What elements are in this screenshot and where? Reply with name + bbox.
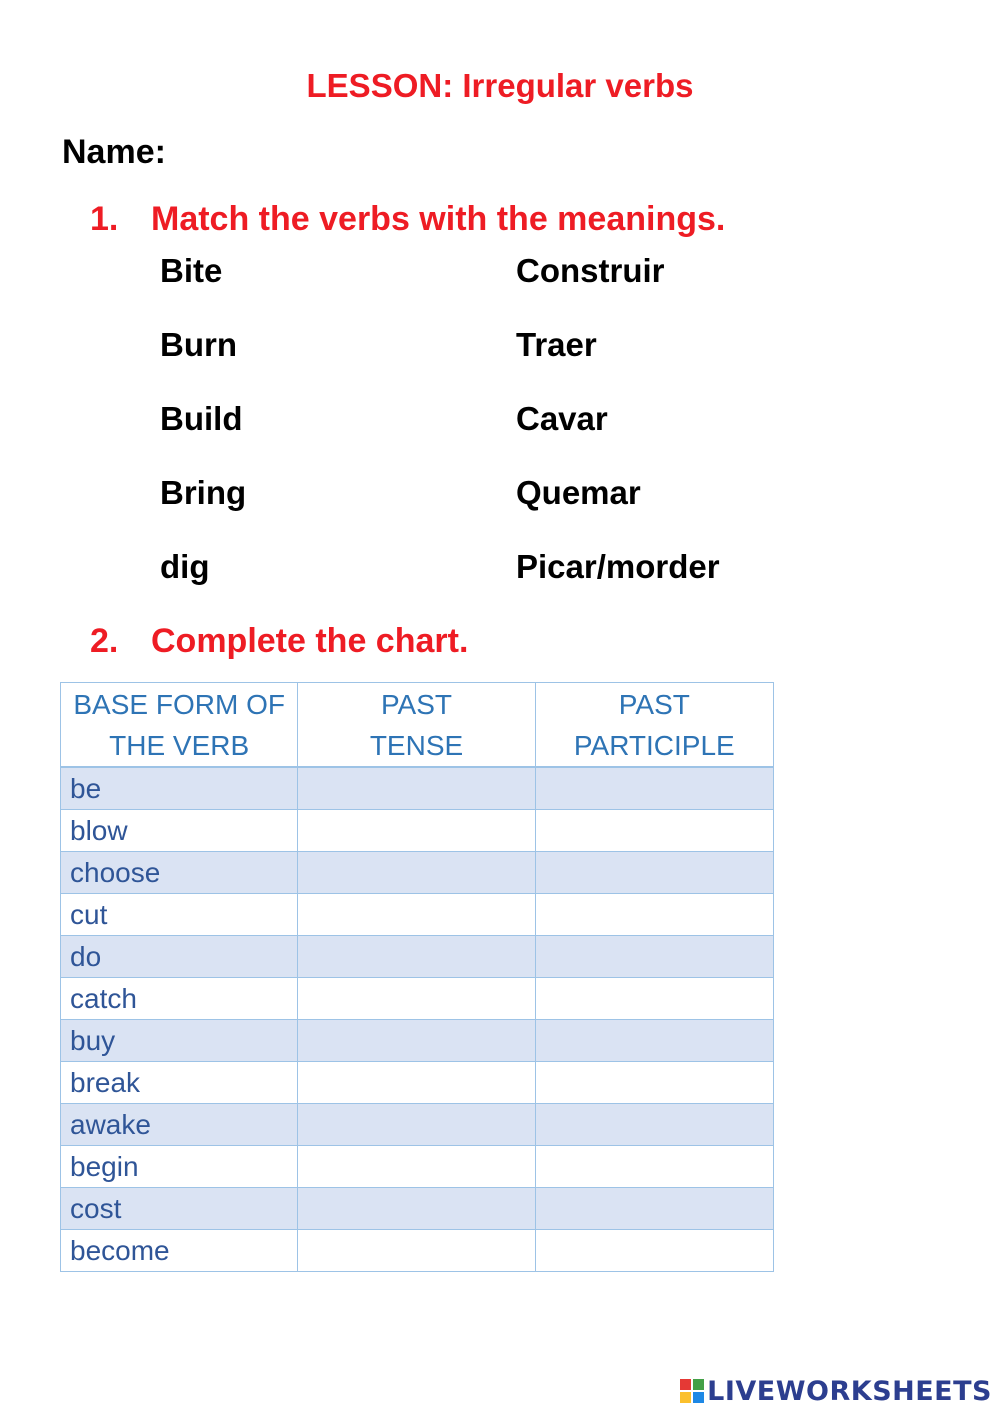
past-participle-cell[interactable] — [535, 767, 773, 810]
section-2-heading — [90, 619, 468, 663]
past-tense-cell[interactable] — [298, 767, 535, 810]
match-meaning: Picar/morder — [516, 548, 720, 585]
header-line: BASE FORM OF — [73, 688, 285, 720]
past-participle-cell[interactable] — [535, 894, 773, 936]
past-participle-cell[interactable] — [535, 1104, 773, 1146]
past-participle-cell[interactable] — [535, 1020, 773, 1062]
base-form-cell: become — [61, 1230, 298, 1272]
past-tense-cell[interactable] — [298, 810, 535, 852]
match-row — [0, 322, 1000, 396]
past-tense-cell[interactable] — [298, 978, 535, 1020]
table-row — [61, 1020, 774, 1062]
match-row — [0, 248, 1000, 322]
match-verb: Bite — [160, 252, 223, 289]
past-participle-cell[interactable] — [535, 936, 773, 978]
logo-square-blue — [693, 1392, 704, 1403]
logo-square-green — [693, 1379, 704, 1390]
past-tense-cell[interactable] — [298, 1020, 535, 1062]
base-form-cell: be — [61, 767, 298, 810]
past-participle-cell[interactable] — [535, 978, 773, 1020]
match-list — [0, 248, 1000, 618]
table-row — [61, 978, 774, 1020]
base-form-cell: do — [61, 936, 298, 978]
match-verb: Bring — [160, 474, 247, 511]
past-tense-cell[interactable] — [298, 1062, 535, 1104]
match-meaning: Quemar — [516, 474, 641, 511]
past-tense-cell[interactable] — [298, 1230, 535, 1272]
liveworksheets-logo-text: LIVEWORKSHEETS — [707, 1375, 992, 1407]
base-form-cell: catch — [61, 978, 298, 1020]
past-participle-cell[interactable] — [535, 810, 773, 852]
table-row — [61, 1062, 774, 1104]
header-line: THE VERB — [109, 729, 250, 761]
match-meaning: Cavar — [516, 400, 608, 437]
table-row — [61, 767, 774, 810]
table-row — [61, 1146, 774, 1188]
header-base-form — [61, 683, 298, 768]
base-form-cell: begin — [61, 1146, 298, 1188]
header-past-tense — [298, 683, 535, 768]
base-form-cell: break — [61, 1062, 298, 1104]
logo-square-yellow — [680, 1392, 691, 1403]
logo-square-red — [680, 1379, 691, 1390]
base-form-cell: cost — [61, 1188, 298, 1230]
section-1-heading-text: Match the verbs with the meanings. — [151, 200, 726, 238]
table-row — [61, 852, 774, 894]
lesson-title: LESSON: Irregular verbs — [306, 67, 694, 104]
table-row — [61, 1104, 774, 1146]
header-line: TENSE — [369, 729, 464, 761]
match-verb: Build — [160, 400, 243, 437]
base-form-cell: buy — [61, 1020, 298, 1062]
liveworksheets-logo-icon — [680, 1379, 704, 1403]
table-row — [61, 1188, 774, 1230]
past-tense-cell[interactable] — [298, 1146, 535, 1188]
past-tense-cell[interactable] — [298, 1104, 535, 1146]
past-participle-cell[interactable] — [535, 1230, 773, 1272]
header-line: PARTICIPLE — [573, 729, 735, 761]
section-1-number: 1. — [90, 200, 119, 238]
base-form-cell: awake — [61, 1104, 298, 1146]
past-participle-cell[interactable] — [535, 1062, 773, 1104]
past-participle-cell[interactable] — [535, 1188, 773, 1230]
past-participle-cell[interactable] — [535, 1146, 773, 1188]
header-line: PAST — [618, 688, 690, 720]
match-meaning: Construir — [516, 252, 665, 289]
section-2-number: 2. — [90, 622, 119, 660]
match-row — [0, 544, 1000, 618]
header-past-participle — [535, 683, 773, 768]
base-form-cell: blow — [61, 810, 298, 852]
base-form-cell: cut — [61, 894, 298, 936]
past-tense-cell[interactable] — [298, 894, 535, 936]
table-header-row — [61, 683, 774, 768]
section-2-heading-text: Complete the chart. — [151, 622, 469, 660]
liveworksheets-logo[interactable] — [680, 1375, 992, 1407]
match-meaning: Traer — [516, 326, 597, 363]
match-row — [0, 470, 1000, 544]
section-1-heading — [90, 197, 725, 241]
base-form-cell: choose — [61, 852, 298, 894]
match-verb: dig — [160, 548, 210, 585]
match-row — [0, 396, 1000, 470]
name-label: Name: — [62, 133, 166, 171]
table-row — [61, 894, 774, 936]
match-verb: Burn — [160, 326, 237, 363]
table-row — [61, 1230, 774, 1272]
table-row — [61, 936, 774, 978]
past-tense-cell[interactable] — [298, 852, 535, 894]
header-line: PAST — [380, 688, 453, 720]
past-tense-cell[interactable] — [298, 1188, 535, 1230]
verb-chart-table — [60, 682, 774, 1272]
table-row — [61, 810, 774, 852]
past-participle-cell[interactable] — [535, 852, 773, 894]
past-tense-cell[interactable] — [298, 936, 535, 978]
